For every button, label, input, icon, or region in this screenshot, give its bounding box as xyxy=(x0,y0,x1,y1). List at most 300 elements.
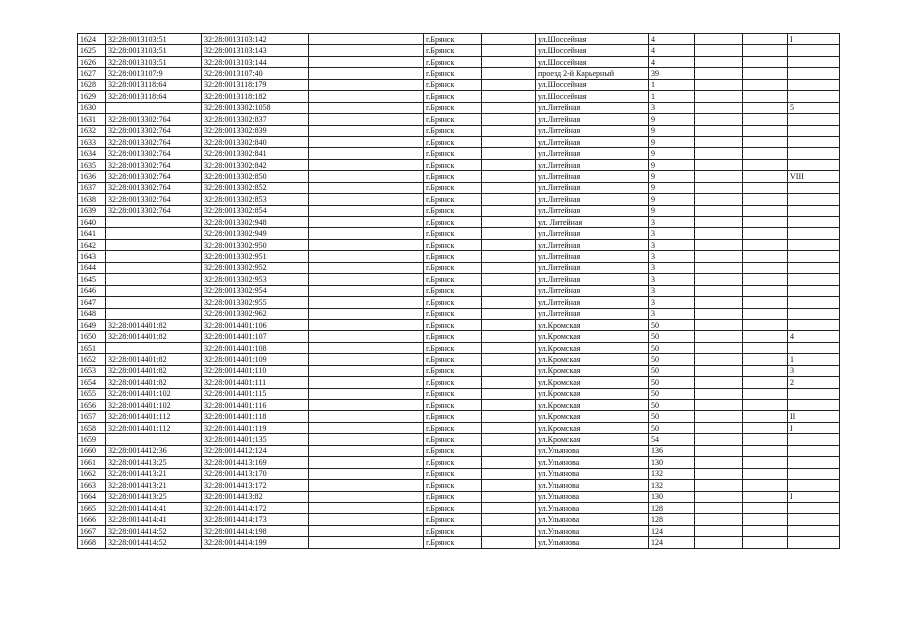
object-cadastral-cell: 32:28:0013302:1058 xyxy=(202,102,309,113)
city-cell: г.Брянск xyxy=(424,388,482,399)
street-cell: ул.Литейная xyxy=(536,182,649,193)
parcel-cadastral-cell xyxy=(106,274,202,285)
empty-cell xyxy=(743,342,788,353)
object-cadastral-cell: 32:28:0014414:173 xyxy=(202,514,309,525)
table-row xyxy=(78,102,840,113)
empty-cell xyxy=(309,34,424,45)
parcel-cadastral-cell: 32:28:0013103:51 xyxy=(106,45,202,56)
table-row xyxy=(78,79,840,90)
empty-cell xyxy=(309,159,424,170)
empty-cell xyxy=(482,56,536,67)
row-number-cell: 1644 xyxy=(78,262,106,273)
house-number-cell: 9 xyxy=(649,171,695,182)
object-cadastral-cell: 32:28:0013302:952 xyxy=(202,262,309,273)
table-row xyxy=(78,68,840,79)
empty-cell xyxy=(695,45,743,56)
row-number-cell: 1658 xyxy=(78,422,106,433)
street-cell: ул.Литейная xyxy=(536,102,649,113)
parcel-cadastral-cell: 32:28:0013118:64 xyxy=(106,79,202,90)
table-row xyxy=(78,205,840,216)
row-number-cell: 1641 xyxy=(78,228,106,239)
parcel-cadastral-cell xyxy=(106,251,202,262)
unit-cell xyxy=(788,468,840,479)
object-cadastral-cell: 32:28:0013107:40 xyxy=(202,68,309,79)
street-cell: ул.Кромская xyxy=(536,319,649,330)
house-number-cell: 4 xyxy=(649,45,695,56)
unit-cell xyxy=(788,514,840,525)
parcel-cadastral-cell: 32:28:0013107:9 xyxy=(106,68,202,79)
house-number-cell: 9 xyxy=(649,159,695,170)
parcel-cadastral-cell: 32:28:0013302:764 xyxy=(106,182,202,193)
row-number-cell: 1653 xyxy=(78,365,106,376)
empty-cell xyxy=(743,228,788,239)
unit-cell xyxy=(788,262,840,273)
row-number-cell: 1646 xyxy=(78,285,106,296)
city-cell: г.Брянск xyxy=(424,468,482,479)
city-cell: г.Брянск xyxy=(424,274,482,285)
parcel-cadastral-cell: 32:28:0014413:21 xyxy=(106,468,202,479)
house-number-cell: 9 xyxy=(649,182,695,193)
unit-cell xyxy=(788,525,840,536)
empty-cell xyxy=(309,525,424,536)
unit-cell: 2 xyxy=(788,377,840,388)
street-cell: ул.Ульянова xyxy=(536,457,649,468)
row-number-cell: 1665 xyxy=(78,502,106,513)
empty-cell xyxy=(482,480,536,491)
row-number-cell: 1635 xyxy=(78,159,106,170)
empty-cell xyxy=(743,68,788,79)
empty-cell xyxy=(695,171,743,182)
city-cell: г.Брянск xyxy=(424,136,482,147)
object-cadastral-cell: 32:28:0014401:106 xyxy=(202,319,309,330)
city-cell: г.Брянск xyxy=(424,377,482,388)
parcel-cadastral-cell: 32:28:0014414:41 xyxy=(106,514,202,525)
empty-cell xyxy=(482,514,536,525)
street-cell: ул.Ульянова xyxy=(536,468,649,479)
unit-cell xyxy=(788,194,840,205)
table-row xyxy=(78,342,840,353)
unit-cell: I xyxy=(788,422,840,433)
house-number-cell: 50 xyxy=(649,411,695,422)
parcel-cadastral-cell xyxy=(106,102,202,113)
city-cell: г.Брянск xyxy=(424,400,482,411)
empty-cell xyxy=(482,411,536,422)
table-row xyxy=(78,445,840,456)
object-cadastral-cell: 32:28:0013103:143 xyxy=(202,45,309,56)
house-number-cell: 3 xyxy=(649,285,695,296)
object-cadastral-cell: 32:28:0013302:837 xyxy=(202,114,309,125)
table-row xyxy=(78,365,840,376)
city-cell: г.Брянск xyxy=(424,457,482,468)
empty-cell xyxy=(743,182,788,193)
unit-cell xyxy=(788,297,840,308)
parcel-cadastral-cell: 32:28:0014401:112 xyxy=(106,411,202,422)
row-number-cell: 1661 xyxy=(78,457,106,468)
empty-cell xyxy=(482,102,536,113)
unit-cell xyxy=(788,68,840,79)
table-row xyxy=(78,354,840,365)
house-number-cell: 9 xyxy=(649,114,695,125)
table-row xyxy=(78,285,840,296)
empty-cell xyxy=(309,148,424,159)
table-row xyxy=(78,136,840,147)
empty-cell xyxy=(482,445,536,456)
table-row xyxy=(78,411,840,422)
object-cadastral-cell: 32:28:0013118:179 xyxy=(202,79,309,90)
table-row xyxy=(78,239,840,250)
row-number-cell: 1642 xyxy=(78,239,106,250)
empty-cell xyxy=(743,114,788,125)
empty-cell xyxy=(695,457,743,468)
object-cadastral-cell: 32:28:0014412:124 xyxy=(202,445,309,456)
object-cadastral-cell: 32:28:0013302:854 xyxy=(202,205,309,216)
row-number-cell: 1660 xyxy=(78,445,106,456)
unit-cell xyxy=(788,400,840,411)
empty-cell xyxy=(482,377,536,388)
table-row xyxy=(78,502,840,513)
house-number-cell: 9 xyxy=(649,136,695,147)
empty-cell xyxy=(743,388,788,399)
table-row xyxy=(78,480,840,491)
street-cell: ул.Ульянова xyxy=(536,525,649,536)
empty-cell xyxy=(743,514,788,525)
empty-cell xyxy=(482,285,536,296)
row-number-cell: 1631 xyxy=(78,114,106,125)
city-cell: г.Брянск xyxy=(424,114,482,125)
empty-cell xyxy=(482,388,536,399)
parcel-cadastral-cell xyxy=(106,434,202,445)
street-cell: ул.Литейная xyxy=(536,125,649,136)
city-cell: г.Брянск xyxy=(424,445,482,456)
house-number-cell: 3 xyxy=(649,217,695,228)
row-number-cell: 1659 xyxy=(78,434,106,445)
empty-cell xyxy=(309,388,424,399)
city-cell: г.Брянск xyxy=(424,102,482,113)
city-cell: г.Брянск xyxy=(424,91,482,102)
parcel-cadastral-cell: 32:28:0013302:764 xyxy=(106,114,202,125)
empty-cell xyxy=(309,217,424,228)
empty-cell xyxy=(482,308,536,319)
empty-cell xyxy=(482,262,536,273)
house-number-cell: 54 xyxy=(649,434,695,445)
city-cell: г.Брянск xyxy=(424,56,482,67)
parcel-cadastral-cell: 32:28:0013302:764 xyxy=(106,205,202,216)
empty-cell xyxy=(743,480,788,491)
empty-cell xyxy=(695,468,743,479)
row-number-cell: 1662 xyxy=(78,468,106,479)
parcel-cadastral-cell: 32:28:0013302:764 xyxy=(106,194,202,205)
table-row xyxy=(78,331,840,342)
table-row xyxy=(78,422,840,433)
unit-cell xyxy=(788,285,840,296)
table-row xyxy=(78,514,840,525)
unit-cell xyxy=(788,56,840,67)
city-cell: г.Брянск xyxy=(424,285,482,296)
house-number-cell: 4 xyxy=(649,56,695,67)
house-number-cell: 130 xyxy=(649,491,695,502)
unit-cell xyxy=(788,136,840,147)
empty-cell xyxy=(695,79,743,90)
house-number-cell: 130 xyxy=(649,457,695,468)
table-row xyxy=(78,537,840,548)
empty-cell xyxy=(309,125,424,136)
empty-cell xyxy=(743,217,788,228)
house-number-cell: 39 xyxy=(649,68,695,79)
empty-cell xyxy=(695,34,743,45)
object-cadastral-cell: 32:28:0013302:953 xyxy=(202,274,309,285)
parcel-cadastral-cell: 32:28:0014412:36 xyxy=(106,445,202,456)
city-cell: г.Брянск xyxy=(424,422,482,433)
object-cadastral-cell: 32:28:0013302:852 xyxy=(202,182,309,193)
object-cadastral-cell: 32:28:0014413:82 xyxy=(202,491,309,502)
object-cadastral-cell: 32:28:0014401:119 xyxy=(202,422,309,433)
unit-cell xyxy=(788,217,840,228)
empty-cell xyxy=(743,194,788,205)
empty-cell xyxy=(695,388,743,399)
empty-cell xyxy=(309,331,424,342)
empty-cell xyxy=(482,274,536,285)
unit-cell xyxy=(788,251,840,262)
street-cell: ул.Литейная xyxy=(536,148,649,159)
empty-cell xyxy=(309,91,424,102)
empty-cell xyxy=(743,319,788,330)
empty-cell xyxy=(309,308,424,319)
empty-cell xyxy=(309,514,424,525)
empty-cell xyxy=(743,468,788,479)
table-row xyxy=(78,491,840,502)
empty-cell xyxy=(309,411,424,422)
row-number-cell: 1636 xyxy=(78,171,106,182)
empty-cell xyxy=(309,68,424,79)
street-cell: ул.Литейная xyxy=(536,159,649,170)
street-cell: ул.Кромская xyxy=(536,400,649,411)
table-row xyxy=(78,91,840,102)
empty-cell xyxy=(482,319,536,330)
row-number-cell: 1667 xyxy=(78,525,106,536)
city-cell: г.Брянск xyxy=(424,159,482,170)
empty-cell xyxy=(695,422,743,433)
empty-cell xyxy=(743,525,788,536)
empty-cell xyxy=(309,377,424,388)
house-number-cell: 128 xyxy=(649,502,695,513)
row-number-cell: 1625 xyxy=(78,45,106,56)
empty-cell xyxy=(743,491,788,502)
empty-cell xyxy=(695,125,743,136)
unit-cell xyxy=(788,445,840,456)
city-cell: г.Брянск xyxy=(424,228,482,239)
empty-cell xyxy=(743,102,788,113)
city-cell: г.Брянск xyxy=(424,331,482,342)
city-cell: г.Брянск xyxy=(424,171,482,182)
table-row xyxy=(78,159,840,170)
empty-cell xyxy=(695,308,743,319)
empty-cell xyxy=(482,182,536,193)
empty-cell xyxy=(695,205,743,216)
empty-cell xyxy=(743,457,788,468)
city-cell: г.Брянск xyxy=(424,148,482,159)
object-cadastral-cell: 32:28:0014401:108 xyxy=(202,342,309,353)
city-cell: г.Брянск xyxy=(424,502,482,513)
table-row xyxy=(78,377,840,388)
table-row xyxy=(78,457,840,468)
object-cadastral-cell: 32:28:0013302:841 xyxy=(202,148,309,159)
street-cell: ул.Ульянова xyxy=(536,502,649,513)
city-cell: г.Брянск xyxy=(424,79,482,90)
object-cadastral-cell: 32:28:0013302:949 xyxy=(202,228,309,239)
house-number-cell: 3 xyxy=(649,262,695,273)
house-number-cell: 9 xyxy=(649,148,695,159)
empty-cell xyxy=(309,319,424,330)
row-number-cell: 1628 xyxy=(78,79,106,90)
house-number-cell: 124 xyxy=(649,525,695,536)
empty-cell xyxy=(482,205,536,216)
object-cadastral-cell: 32:28:0013302:853 xyxy=(202,194,309,205)
row-number-cell: 1651 xyxy=(78,342,106,353)
table-row xyxy=(78,217,840,228)
empty-cell xyxy=(695,182,743,193)
house-number-cell: 50 xyxy=(649,354,695,365)
empty-cell xyxy=(309,354,424,365)
parcel-cadastral-cell: 32:28:0013302:764 xyxy=(106,171,202,182)
unit-cell xyxy=(788,537,840,548)
empty-cell xyxy=(482,331,536,342)
object-cadastral-cell: 32:28:0014401:115 xyxy=(202,388,309,399)
street-cell: ул.Кромская xyxy=(536,354,649,365)
street-cell: ул.Кромская xyxy=(536,411,649,422)
table-row xyxy=(78,308,840,319)
empty-cell xyxy=(743,422,788,433)
object-cadastral-cell: 32:28:0014401:110 xyxy=(202,365,309,376)
empty-cell xyxy=(743,56,788,67)
empty-cell xyxy=(309,56,424,67)
row-number-cell: 1648 xyxy=(78,308,106,319)
object-cadastral-cell: 32:28:0013302:954 xyxy=(202,285,309,296)
empty-cell xyxy=(695,251,743,262)
object-cadastral-cell: 32:28:0013302:951 xyxy=(202,251,309,262)
parcel-cadastral-cell: 32:28:0013118:64 xyxy=(106,91,202,102)
empty-cell xyxy=(743,377,788,388)
city-cell: г.Брянск xyxy=(424,125,482,136)
empty-cell xyxy=(309,434,424,445)
object-cadastral-cell: 32:28:0014414:172 xyxy=(202,502,309,513)
street-cell: ул.Кромская xyxy=(536,377,649,388)
empty-cell xyxy=(695,445,743,456)
city-cell: г.Брянск xyxy=(424,262,482,273)
row-number-cell: 1652 xyxy=(78,354,106,365)
row-number-cell: 1630 xyxy=(78,102,106,113)
object-cadastral-cell: 32:28:0013302:839 xyxy=(202,125,309,136)
empty-cell xyxy=(695,342,743,353)
city-cell: г.Брянск xyxy=(424,251,482,262)
house-number-cell: 3 xyxy=(649,102,695,113)
row-number-cell: 1640 xyxy=(78,217,106,228)
unit-cell xyxy=(788,91,840,102)
unit-cell xyxy=(788,480,840,491)
empty-cell xyxy=(309,422,424,433)
object-cadastral-cell: 32:28:0013302:962 xyxy=(202,308,309,319)
empty-cell xyxy=(482,136,536,147)
table-row xyxy=(78,400,840,411)
city-cell: г.Брянск xyxy=(424,434,482,445)
empty-cell xyxy=(482,159,536,170)
empty-cell xyxy=(695,285,743,296)
table-row xyxy=(78,56,840,67)
empty-cell xyxy=(309,205,424,216)
unit-cell xyxy=(788,228,840,239)
empty-cell xyxy=(482,91,536,102)
street-cell: ул.Литейная xyxy=(536,114,649,125)
object-cadastral-cell: 32:28:0014413:172 xyxy=(202,480,309,491)
house-number-cell: 9 xyxy=(649,194,695,205)
house-number-cell: 3 xyxy=(649,251,695,262)
unit-cell: VIII xyxy=(788,171,840,182)
object-cadastral-cell: 32:28:0014401:116 xyxy=(202,400,309,411)
object-cadastral-cell: 32:28:0014401:107 xyxy=(202,331,309,342)
empty-cell xyxy=(743,148,788,159)
row-number-cell: 1666 xyxy=(78,514,106,525)
street-cell: ул.Литейная xyxy=(536,297,649,308)
parcel-cadastral-cell xyxy=(106,262,202,273)
empty-cell xyxy=(743,537,788,548)
empty-cell xyxy=(743,308,788,319)
parcel-cadastral-cell: 32:28:0013103:51 xyxy=(106,34,202,45)
table-row xyxy=(78,34,840,45)
table-body xyxy=(78,34,840,549)
parcel-cadastral-cell: 32:28:0014413:21 xyxy=(106,480,202,491)
row-number-cell: 1656 xyxy=(78,400,106,411)
street-cell: ул.Ульянова xyxy=(536,514,649,525)
row-number-cell: 1663 xyxy=(78,480,106,491)
empty-cell xyxy=(309,45,424,56)
empty-cell xyxy=(743,159,788,170)
house-number-cell: 50 xyxy=(649,342,695,353)
table-row xyxy=(78,388,840,399)
empty-cell xyxy=(743,91,788,102)
city-cell: г.Брянск xyxy=(424,194,482,205)
unit-cell xyxy=(788,319,840,330)
city-cell: г.Брянск xyxy=(424,34,482,45)
empty-cell xyxy=(482,342,536,353)
empty-cell xyxy=(743,434,788,445)
street-cell: ул. Литейная xyxy=(536,217,649,228)
street-cell: проезд 2-й Карьерный xyxy=(536,68,649,79)
city-cell: г.Брянск xyxy=(424,537,482,548)
empty-cell xyxy=(743,171,788,182)
empty-cell xyxy=(309,239,424,250)
table-row xyxy=(78,125,840,136)
unit-cell xyxy=(788,79,840,90)
street-cell: ул.Литейная xyxy=(536,285,649,296)
row-number-cell: 1637 xyxy=(78,182,106,193)
street-cell: ул.Литейная xyxy=(536,136,649,147)
table-row xyxy=(78,114,840,125)
row-number-cell: 1638 xyxy=(78,194,106,205)
street-cell: ул.Шоссейная xyxy=(536,91,649,102)
row-number-cell: 1657 xyxy=(78,411,106,422)
empty-cell xyxy=(309,102,424,113)
city-cell: г.Брянск xyxy=(424,319,482,330)
empty-cell xyxy=(695,114,743,125)
table-row xyxy=(78,182,840,193)
parcel-cadastral-cell: 32:28:0014401:82 xyxy=(106,377,202,388)
parcel-cadastral-cell: 32:28:0014413:25 xyxy=(106,457,202,468)
parcel-cadastral-cell xyxy=(106,285,202,296)
street-cell: ул.Кромская xyxy=(536,434,649,445)
empty-cell xyxy=(695,411,743,422)
empty-cell xyxy=(309,194,424,205)
empty-cell xyxy=(482,354,536,365)
table-row xyxy=(78,319,840,330)
